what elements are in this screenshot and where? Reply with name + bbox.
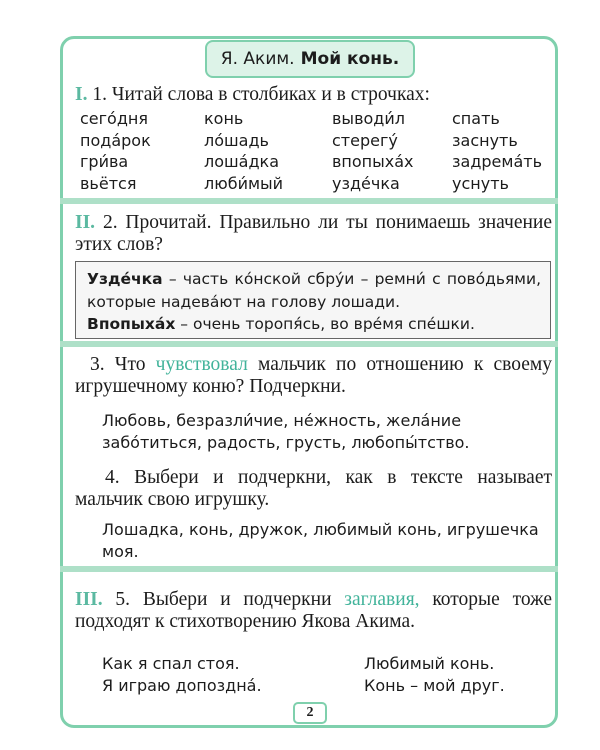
task-3	[75, 354, 552, 398]
word: люби́мый	[204, 173, 284, 193]
title-options	[102, 653, 542, 697]
section-number-1: I.	[75, 84, 88, 105]
task-1	[75, 84, 552, 106]
task-5-highlight: заглавия,	[344, 589, 420, 610]
word: уснуть	[452, 173, 509, 193]
definition-text: – очень торопя́сь, во вре́мя спе́шки.	[175, 315, 475, 333]
title-book: Мой конь.	[300, 49, 400, 69]
task-3-highlight: чувствовал	[155, 354, 248, 375]
toy-names-list: Лошадка, конь, дружок, любимый конь, игрушечка моя.	[102, 520, 539, 561]
task-2-text: 2. Прочитай. Правильно ли ты понимаешь значение этих слов?	[75, 212, 553, 255]
word: ло́шадь	[204, 130, 269, 150]
task-5-text: 5. Выбери и подчеркни	[102, 589, 345, 610]
word: гри́ва	[80, 152, 129, 171]
word: задрема́ть	[452, 152, 542, 171]
task-2	[75, 212, 552, 256]
task-5-text-end: которые тоже подходят к стихотворению Якова Акима.	[75, 589, 552, 632]
word: конь	[204, 109, 244, 128]
word: впопыха́х	[332, 152, 414, 171]
definition-term: Узде́чка	[87, 270, 163, 288]
title-option: Любимый конь.	[364, 654, 495, 673]
task-1-text: 1. Читай слова в столбиках и в строчках:	[92, 84, 430, 105]
definitions-box	[75, 261, 551, 339]
title-author: Я. Аким.	[220, 49, 295, 69]
section-number-2: II.	[75, 212, 96, 233]
section-divider-3	[60, 566, 558, 572]
word: выводи́л	[332, 109, 405, 128]
definition-text: – часть ко́нской сбру́и – ремни́ с пово́дьями, которые надева́ют на голову лошади.	[87, 270, 541, 311]
section-divider-2	[60, 341, 558, 347]
definition-term: Впопыха́х	[87, 315, 176, 333]
title-option: Как я спал стоя.	[102, 654, 240, 673]
word-columns	[80, 108, 550, 194]
definition-1	[87, 268, 541, 313]
word: вьётся	[80, 173, 137, 193]
word: лоша́дка	[204, 152, 279, 171]
title-option: Я играю допоздна́.	[102, 676, 262, 695]
word: заснуть	[452, 130, 518, 150]
page-title	[205, 40, 415, 78]
task-3-text: 3. Что	[90, 354, 156, 375]
section-divider-1	[60, 198, 558, 204]
title-option: Конь – мой друг.	[364, 676, 505, 695]
word: спать	[452, 109, 500, 128]
section-number-3: III.	[75, 589, 103, 610]
task-5	[75, 589, 552, 633]
word: сего́дня	[80, 109, 148, 128]
task-3-text-end: мальчик по отношению к своему игрушечному коню? Подчеркни.	[75, 354, 552, 397]
word: пода́рок	[80, 130, 151, 150]
feelings-list: Любовь, безразли́чие, не́жность, жела́ние забо́титься, радость, грусть, любопы́тство.	[102, 411, 470, 452]
definition-2	[87, 313, 541, 336]
task-4: 4. Выбери и подчеркни, как в тексте называет мальчик свою игрушку.	[75, 467, 552, 510]
word: узде́чка	[332, 173, 400, 193]
page-number: 2	[293, 702, 327, 724]
word: стерегу́	[332, 130, 398, 150]
